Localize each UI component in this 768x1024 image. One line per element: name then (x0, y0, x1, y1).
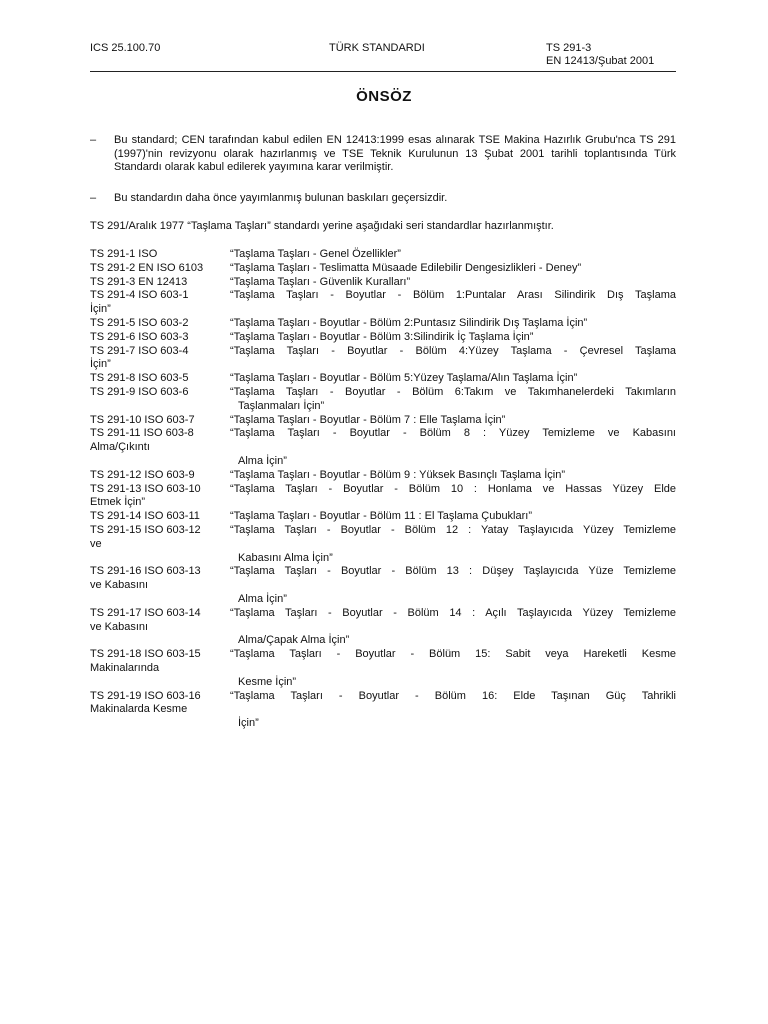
standard-code: TS 291-12 ISO 603-9 (90, 468, 195, 481)
standard-code: TS 291-4 ISO 603-1 (90, 289, 189, 302)
standard-code: Makinalarda Kesme (90, 703, 188, 716)
standard-row (90, 372, 676, 386)
standard-row (90, 455, 676, 469)
standard-code: İçin” (90, 303, 111, 316)
ts-number-line: TS 291-3 (546, 42, 592, 54)
standard-code: ve Kabasını (90, 579, 149, 592)
bullet-text: Bu standard; CEN tarafından kabul edilen EN 12413:1999 esas alınarak TSE Makina Hazırlık Grubu'nca TS 291 (1997)'nin revizyonu olarak hazırlanmış ve TSE Teknik Kurulunun 13 Şubat 2001 tarihli toplantısında Türk Standardı olarak kabul edilerek yayımına karar verilmiştir. (114, 134, 676, 173)
standard-code: TS 291-15 ISO 603-12 (90, 523, 201, 536)
standard-row (90, 510, 676, 524)
standard-title: “Taşlama Taşları - Boyutlar - Bölüm 6:Takım ve Takımhanelerdeki Takımların (230, 385, 676, 398)
standard-row (90, 690, 676, 704)
header-divider (90, 71, 676, 72)
standard-title: “Taşlama Taşları - Boyutlar - Bölüm 7 : Elle Taşlama İçin” (230, 413, 506, 426)
ts-number (546, 42, 654, 68)
standard-code: TS 291-7 ISO 603-4 (90, 344, 189, 357)
standard-row (90, 414, 676, 428)
standard-title: Alma İçin” (238, 592, 287, 605)
standard-code: TS 291-5 ISO 603-2 (90, 316, 189, 329)
standard-row (90, 593, 676, 607)
bullet-dash: – (90, 134, 97, 146)
standard-row (90, 607, 676, 621)
standard-code: ve (90, 537, 102, 550)
standard-row (90, 276, 676, 290)
standard-code: TS 291-13 ISO 603-10 (90, 482, 201, 495)
standard-code: TS 291-6 ISO 603-3 (90, 330, 189, 343)
bullet-text: Bu standardın daha önce yayımlanmış bulunan baskıları geçersizdir. (114, 192, 448, 204)
standard-title: “Taşlama Taşları - Boyutlar - Bölüm 5:Yüzey Taşlama/Alın Taşlama İçin” (230, 372, 578, 385)
standard-title: “Taşlama Taşları - Boyutlar - Bölüm 12 : Yatay Taşlayıcıda Yüzey Temizleme (230, 523, 676, 536)
standard-row (90, 648, 676, 662)
standard-title: “Taşlama Taşları - Boyutlar - Bölüm 8 : Yüzey Temizleme ve Kabasını (230, 427, 676, 440)
standard-code: TS 291-2 EN ISO 6103 (90, 261, 204, 274)
standard-row (90, 621, 676, 635)
standard-code: Alma/Çıkıntı (90, 441, 150, 454)
standard-row (90, 345, 676, 359)
intro-paragraph: TS 291/Aralık 1977 “Taşlama Taşları” standardı yerine aşağıdaki seri standardlar hazırlanmıştır. (90, 220, 554, 232)
standard-row (90, 441, 676, 455)
standard-row (90, 331, 676, 345)
standard-title: “Taşlama Taşları - Boyutlar - Bölüm 9 : Yüksek Basınçlı Taşlama İçin” (230, 468, 566, 481)
standard-title: “Taşlama Taşları - Boyutlar - Bölüm 1:Puntalar Arası Silindirik Dış Taşlama (230, 289, 676, 302)
en-number-line: EN 12413/Şubat 2001 (546, 55, 655, 67)
standard-row (90, 565, 676, 579)
standard-row (90, 303, 676, 317)
bullet-dash: – (90, 192, 97, 204)
page-header (90, 42, 676, 72)
standard-title: Alma/Çapak Alma İçin” (238, 634, 350, 647)
standard-row (90, 538, 676, 552)
standard-title: “Taşlama Taşları - Boyutlar - Bölüm 4:Yüzey Taşlama - Çevresel Taşlama (230, 344, 676, 357)
bullet-item (90, 134, 676, 175)
standard-row (90, 289, 676, 303)
standard-row (90, 703, 676, 717)
standard-row (90, 524, 676, 538)
standard-title: “Taşlama Taşları - Güvenlik Kuralları” (230, 275, 411, 288)
standard-code: TS 291-3 EN 12413 (90, 275, 188, 288)
standard-title: Kesme İçin” (238, 675, 297, 688)
bullet-item (90, 192, 676, 206)
standard-title: “Taşlama Taşları - Boyutlar - Bölüm 11 : El Taşlama Çubukları” (230, 510, 533, 523)
standard-title: “Taşlama Taşları - Boyutlar - Bölüm 3:Silindirik İç Taşlama İçin” (230, 330, 534, 343)
standard-code: İçin” (90, 358, 111, 371)
standard-code: TS 291-8 ISO 603-5 (90, 372, 189, 385)
standard-row (90, 358, 676, 372)
standard-title: İçin” (238, 717, 259, 730)
standard-row (90, 662, 676, 676)
standard-title: “Taşlama Taşları - Boyutlar - Bölüm 16: Elde Taşınan Güç Tahrikli (230, 689, 676, 702)
standard-row (90, 248, 676, 262)
standard-title: “Taşlama Taşları - Boyutlar - Bölüm 2:Puntasız Silindirik Dış Taşlama İçin” (230, 316, 588, 329)
standard-code: TS 291-10 ISO 603-7 (90, 413, 195, 426)
standard-code: Etmek İçin” (90, 496, 146, 509)
standard-row (90, 427, 676, 441)
standard-code: TS 291-18 ISO 603-15 (90, 648, 201, 661)
standard-code: ve Kabasını (90, 620, 149, 633)
standard-row (90, 676, 676, 690)
standard-row (90, 400, 676, 414)
standards-list (90, 248, 676, 731)
standard-row (90, 552, 676, 566)
standard-title: “Taşlama Taşları - Boyutlar - Bölüm 13 : Düşey Taşlayıcıda Yüze Temizleme (230, 565, 676, 578)
standard-title: Alma İçin” (238, 454, 287, 467)
standard-row (90, 717, 676, 731)
standard-code: TS 291-17 ISO 603-14 (90, 606, 201, 619)
standard-code: TS 291-14 ISO 603-11 (90, 510, 200, 523)
standard-code: TS 291-11 ISO 603-8 (90, 427, 194, 440)
page-title: ÖNSÖZ (356, 88, 412, 105)
standard-row (90, 496, 676, 510)
standard-title: Taşlanmaları İçin” (238, 399, 325, 412)
standard-row (90, 483, 676, 497)
standard-label: TÜRK STANDARDI (329, 42, 425, 54)
standard-code: TS 291-1 ISO (90, 248, 158, 260)
standard-code: Makinalarında (90, 661, 160, 674)
standard-row (90, 386, 676, 400)
standard-row (90, 634, 676, 648)
standard-title: “Taşlama Taşları - Genel Özellikler” (230, 248, 401, 260)
standard-title: “Taşlama Taşları - Boyutlar - Bölüm 10 : Honlama ve Hassas Yüzey Elde (230, 482, 676, 495)
ics-code: ICS 25.100.70 (90, 42, 161, 54)
standard-row (90, 317, 676, 331)
standard-title: “Taşlama Taşları - Boyutlar - Bölüm 14 : Açılı Taşlayıcıda Yüzey Temizleme (230, 606, 676, 619)
standard-code: TS 291-19 ISO 603-16 (90, 689, 201, 702)
standard-code: TS 291-16 ISO 603-13 (90, 565, 201, 578)
standard-title: “Taşlama Taşları - Boyutlar - Bölüm 15: Sabit veya Hareketli Kesme (230, 648, 676, 661)
standard-row (90, 262, 676, 276)
standard-title: “Taşlama Taşları - Teslimatta Müsaade Edilebilir Dengesizlikleri - Deney” (230, 261, 582, 274)
standard-row (90, 579, 676, 593)
standard-code: TS 291-9 ISO 603-6 (90, 385, 189, 398)
standard-title: Kabasını Alma İçin” (238, 551, 333, 564)
standard-row (90, 469, 676, 483)
